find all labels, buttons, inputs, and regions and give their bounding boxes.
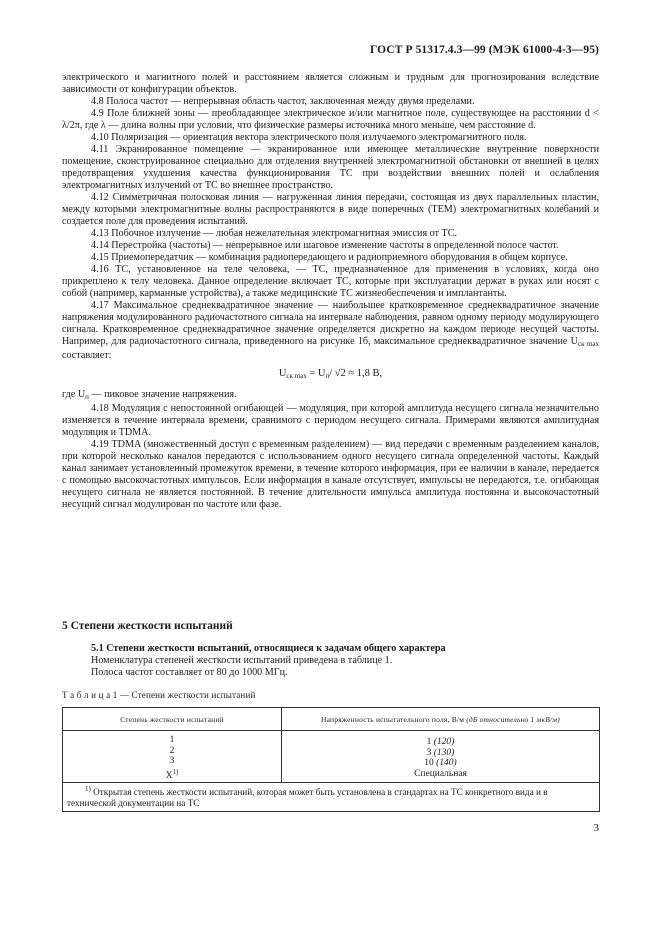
level-value: 3 [169, 756, 175, 766]
field-value [282, 737, 599, 748]
paragraph-4-8: 4.8 Полоса частот — непрерывная область частот, заключенная между двумя пределами. [91, 96, 475, 107]
paragraph: электрического и магнитного полей и расстоянием является сложным и трудным для прогнозирования вследствие зависимости от конфигурации объектов. [62, 72, 599, 95]
values-cell [282, 731, 600, 783]
footnote-ref: 1) [172, 767, 179, 776]
table-caption: Т а б л и ц а 1 — Степени жесткости испытаний [62, 690, 256, 700]
table-header-row [63, 708, 600, 731]
subsection-line: Полоса частот составляет от 80 до 1000 МГц. [91, 667, 288, 678]
severity-table [62, 707, 600, 812]
paragraph-4-14: 4.14 Перестройка (частоты) — непрерывное или шаговое изменение частоты в определенной полосе частот. [91, 240, 559, 251]
subscript: ск max [577, 340, 600, 348]
field-value-vm: 10 [424, 758, 434, 768]
formula-symbol: U [278, 368, 287, 379]
document-body [62, 72, 599, 511]
formula [62, 368, 599, 382]
subsection-line: Номенклатура степеней жесткости испытаний приведена в таблице 1. [91, 655, 393, 666]
formula-explanation [62, 389, 599, 403]
table-footnote-row [63, 783, 600, 812]
explanation-post: — пиковое значение напряжения. [88, 389, 237, 400]
column-header-field-text: Напряженность испытательного поля, В/м [321, 714, 465, 724]
field-value [282, 748, 599, 759]
paragraph-4-9: 4.9 Поле ближней зоны — преобладающее электрическое и/или магнитное поле, существующее на расстоянии d < λ/2π, где λ — длина волны при условии, что физические размеры источника много меньше, чем расстояние d. [62, 108, 599, 131]
paragraph-4-17-text: 4.17 Максимальное среднеквадратичное значение — наибольшее кратковременное среднеквадратичное значение напряжения модулированного радиочастотного сигнала на интервале наблюдения, равном одному периоду модулирующего сигнала. Кратковременное среднеквадратичное значение определяется дискретно на каждом периоде несущей частоты. Например, для радиочастотного сигнала, приведенного на рисунке 1б, максимальное среднеквадратичное значение U [62, 300, 599, 347]
column-header-field [282, 708, 600, 731]
level-value: 1 [169, 735, 175, 745]
level-x: X [165, 770, 173, 781]
field-value-db: (130) [433, 747, 455, 758]
page-header: ГОСТ Р 51317.4.3—99 (МЭК 61000-4-3—95) [370, 44, 599, 56]
table-row [63, 731, 600, 783]
column-header-level: Степень жесткости испытаний [63, 708, 282, 731]
formula-equals: = U [306, 368, 326, 379]
paragraph-4-11: 4.11 Экранированное помещение — экранированное или имеющее металлические внутренние поверхности помещение, сконструированное специально для отделения внутренней электромагнитной обстановки от внешней в целях предотвращения ухудшения качества функционирования ТС при воздействии внешних полей и ослабления электромагнитных излучений от ТС во внешнее пространство. [62, 144, 599, 191]
field-value-vm: 3 [426, 747, 432, 758]
subsection-5-1 [62, 643, 599, 679]
table-footnote [63, 783, 600, 812]
paragraph-4-17-end: составляет: [62, 350, 112, 361]
field-value-special: Специальная [414, 768, 467, 779]
paragraph-4-16: 4.16 ТС, установленное на теле человека, — ТС, предназначенное для применения в условиях, когда оно прикреплено к телу человека. Данное определение включает ТС, которые при эксплуатации держат в руках или носят с собой (например, карманные устройства), а также медицинские ТС жизнеобеспечения и имплантанты. [62, 264, 599, 299]
paragraph-4-12: 4.12 Симметричная полосковая линия — нагруженная линия передачи, состоящая из двух параллельных пластин, между которыми электромагнитные волны распространяются в виде поперечных (ТЕМ) электромагнитных колебаний и создается поле для проведения испытаний. [62, 192, 599, 227]
column-header-field-unit: (дБ относительно 1 мкВ/м) [466, 714, 560, 724]
footnote-text: Открытая степень жесткости испытаний, которая может быть установлена в стандартах на ТС конкретного вида и в технической документации на ТС [67, 787, 548, 808]
paragraph-4-19: 4.19 TDMA (множественный доступ с временным разделением) — вид передачи с временным разделением каналов, при которой несколько каналов передаются с использованием одного несущего сигнала определенной частоты. Каждый канал занимает установленный промежуток времени, в течение которого информация, при ее наличии в канале, передается с помощью высокочастотных импульсов. Если информация в канале отсутствует, импульсы не передаются, т.е. огибающая несущего сигнала не является постоянной. В течение длительности импульса амплитуда постоянна и высокочастотный несущий сигнал модулирован по частоте или фазе. [62, 439, 599, 510]
explanation-sub: п [85, 393, 89, 401]
field-value-db: (140) [436, 758, 457, 768]
field-value [282, 758, 599, 769]
subsection-title: 5.1 Степени жесткости испытаний, относящиеся к задачам общего характера [91, 643, 446, 654]
explanation-pre: где U [62, 389, 86, 400]
paragraph-4-17 [62, 300, 599, 362]
paragraph-4-13: 4.13 Побочное излучение — любая нежелательная электромагнитная эмиссия от ТС. [91, 228, 457, 239]
section-title: 5 Степени жесткости испытаний [62, 620, 233, 632]
paragraph-4-15: 4.15 Приемопередатчик — комбинация радиопередающего и радиоприемного оборудования в общем корпусе. [91, 252, 568, 263]
paragraph-4-10: 4.10 Поляризация — ориентация вектора электрического поля излучаемого электромагнитного поля. [91, 132, 527, 143]
footnote-mark: 1) [85, 785, 91, 793]
page-number: 3 [593, 822, 599, 834]
field-value-db: (120) [433, 737, 455, 747]
field-value [282, 769, 599, 780]
formula-subscript: ск max [286, 372, 307, 380]
field-value-vm: 1 [426, 737, 432, 747]
formula-subscript-peak: п [325, 372, 330, 380]
level-value [63, 767, 281, 782]
level-value: 2 [169, 745, 175, 756]
formula-rest: / √2 ≈ 1,8 В, [329, 368, 383, 379]
levels-cell [63, 731, 282, 783]
paragraph-4-18: 4.18 Модуляция с непостоянной огибающей — модуляция, при которой амплитуда несущего сигнала незначительно изменяется в течение интервала времени, сравнимого с периодом несущего сигнала. Примерами являются амплитудная модуляция и TDMA. [62, 403, 599, 438]
